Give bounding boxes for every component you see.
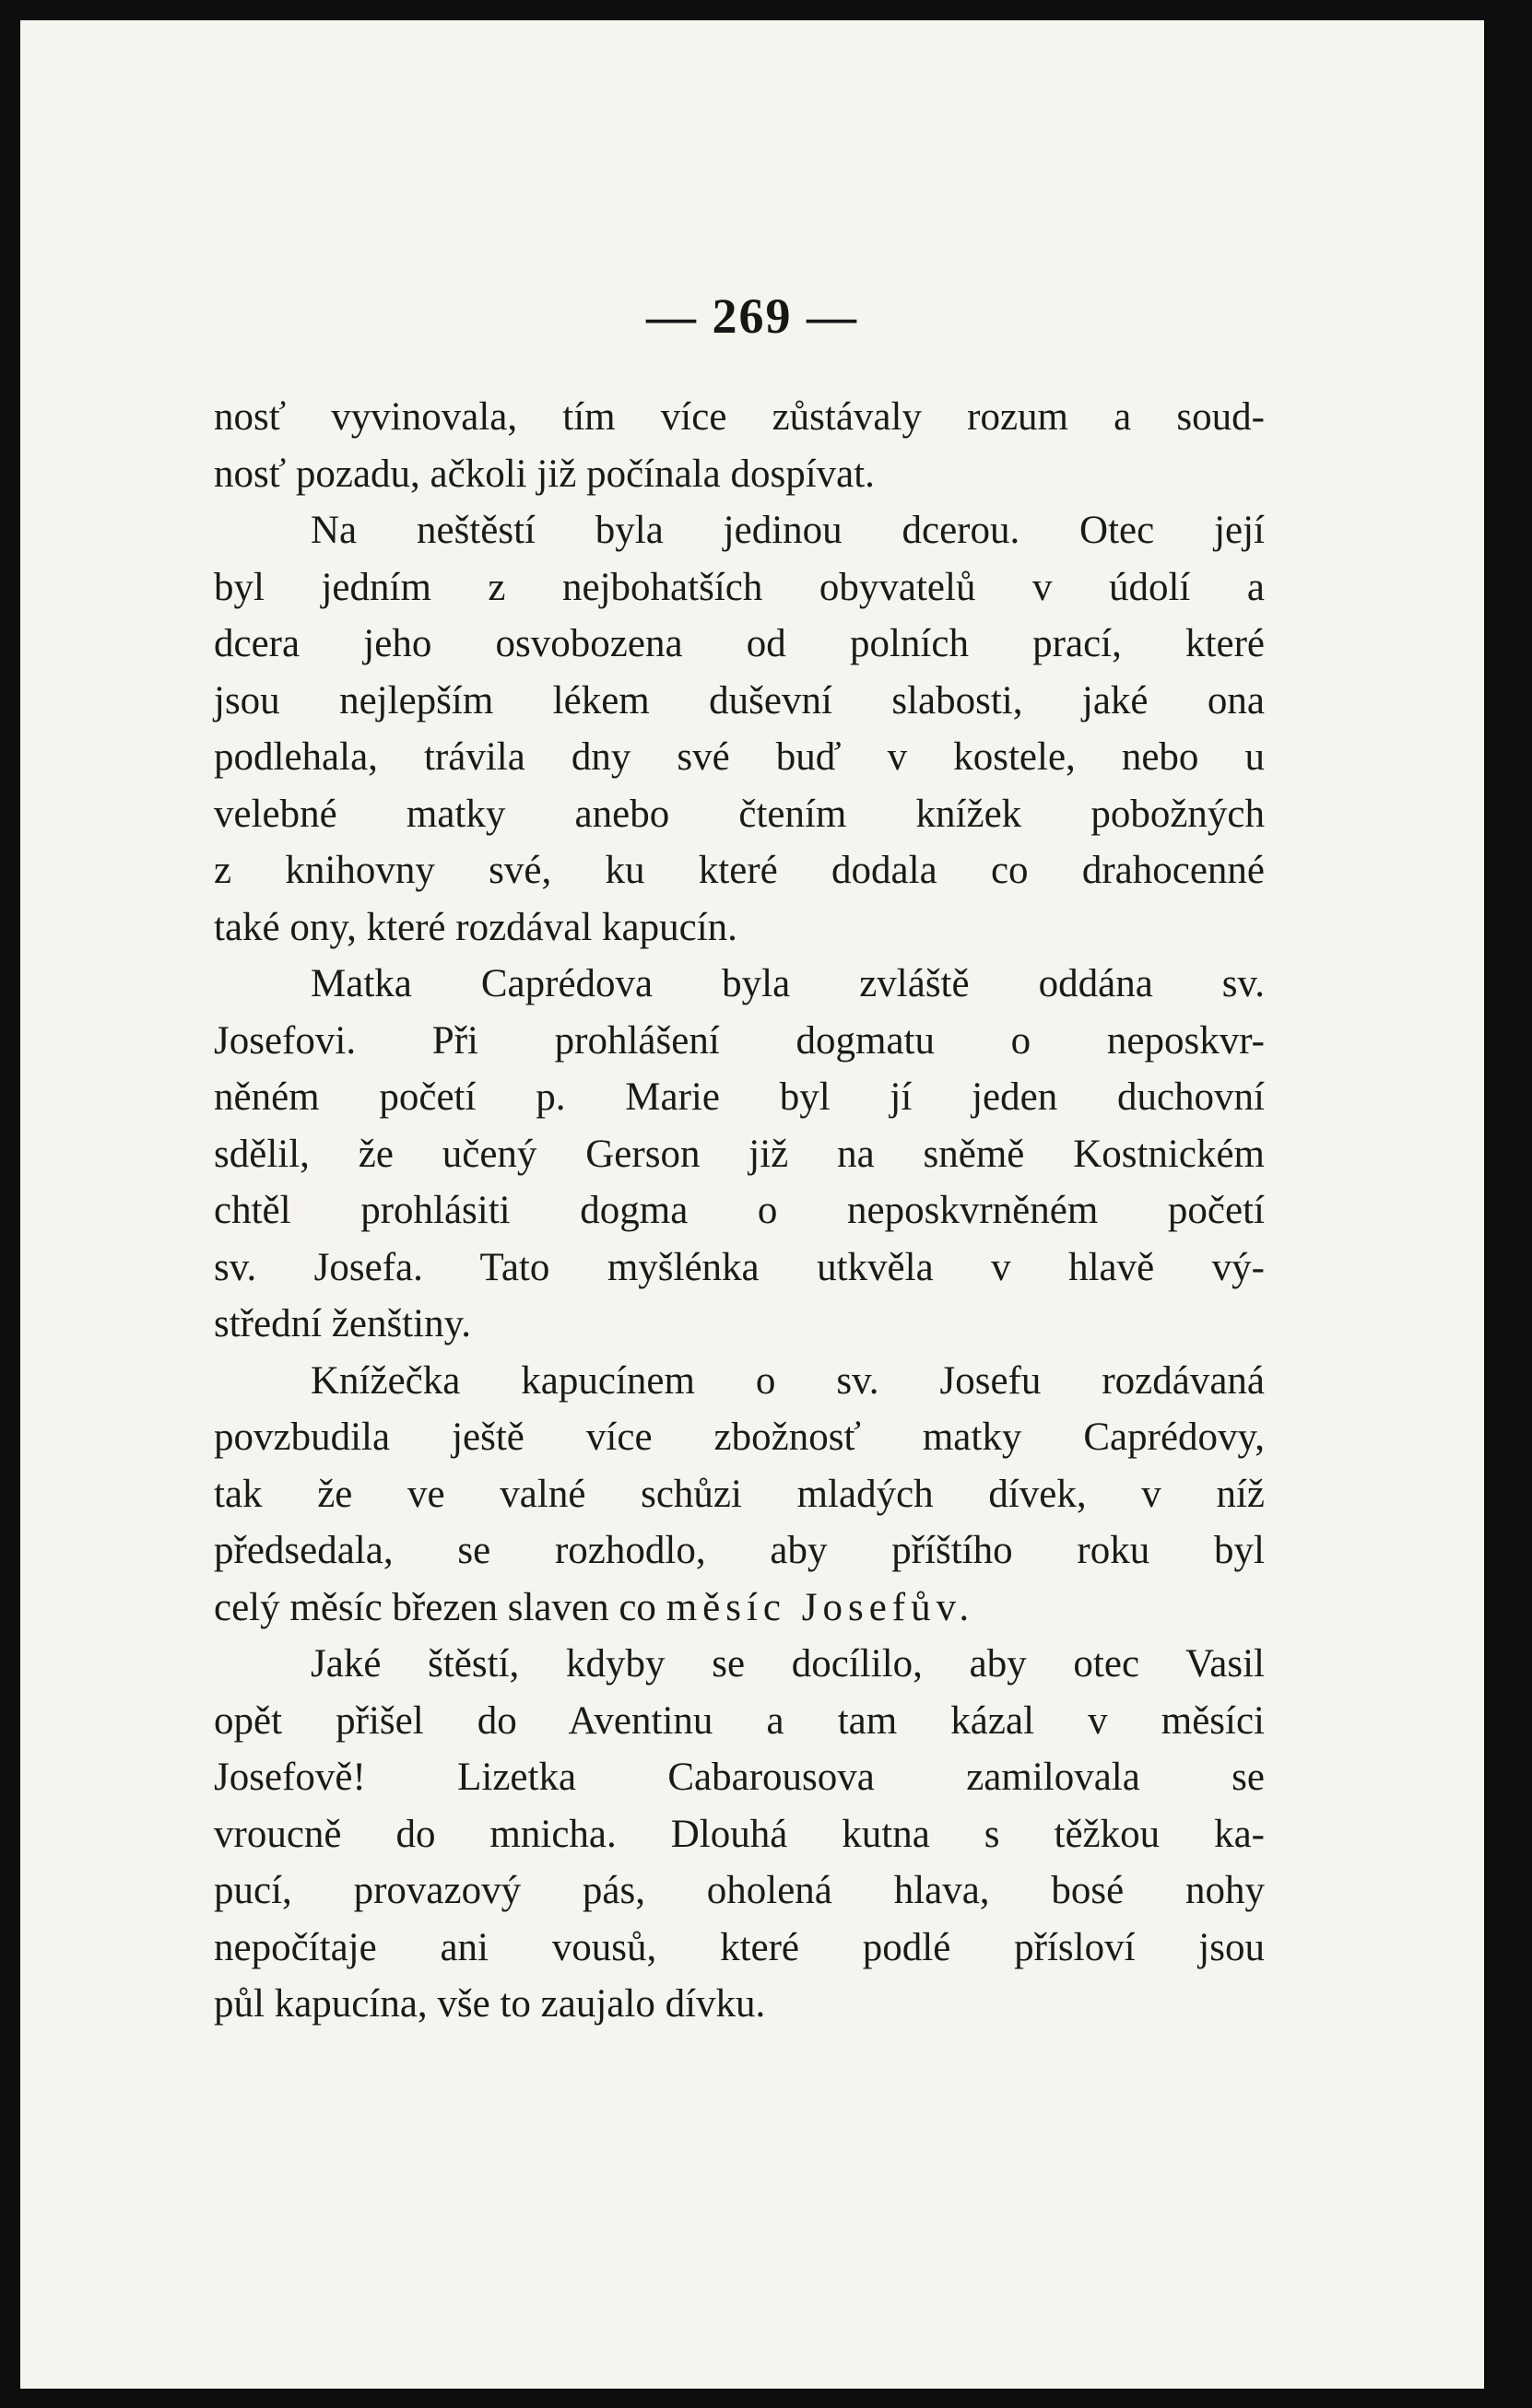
text-line: Josefově! Lizetka Cabarousova zamilovala se	[214, 1756, 1265, 1799]
text-line: dcera jeho osvobozena od polních prací, které	[214, 622, 1265, 665]
text-line: velebné matky anebo čtením knížek pobožných	[214, 792, 1265, 836]
text-line: pucí, provazový pás, oholená hlava, bosé nohy	[214, 1869, 1265, 1912]
text-line: nosť vyvinovala, tím více zůstávaly rozum a soud-	[214, 395, 1265, 439]
text-line: Jaké štěstí, kdyby se docílilo, aby otec Vasil	[311, 1642, 1265, 1686]
text-line: sv. Josefa. Tato myšlénka utkvěla v hlavě vý-	[214, 1245, 1265, 1289]
text-line: opět přišel do Aventinu a tam kázal v měsíci	[214, 1698, 1265, 1743]
text-line: podlehala, trávila dny své buď v kostele, nebo u	[214, 735, 1265, 779]
text-line: nosť pozadu, ačkoli již počínala dospívat.	[214, 452, 875, 496]
text-line: povzbudila ještě více zbožnosť matky Caprédovy,	[214, 1415, 1265, 1459]
text-line: jsou nejlepším lékem duševní slabosti, jaké ona	[214, 678, 1265, 722]
text-line: půl kapucína, vše to zaujalo dívku.	[214, 1982, 766, 2026]
text-line: byl jedním z nejbohatších obyvatelů v údolí a	[214, 565, 1265, 609]
text-line: Josefovi. Při prohlášení dogmatu o neposkvr-	[214, 1018, 1265, 1063]
text-line: něném početí p. Marie byl jí jeden duchovní	[214, 1075, 1265, 1119]
text-line: tak že ve valné schůzi mladých dívek, v níž	[214, 1472, 1265, 1516]
text-line: sdělil, že učený Gerson již na sněmě Kostnickém	[214, 1132, 1265, 1176]
text-line: také ony, které rozdával kapucín.	[214, 905, 737, 949]
text-line: nepočítaje ani vousů, které podlé přísloví jsou	[214, 1925, 1265, 1969]
text-segment: celý měsíc březen slaven co	[214, 1585, 656, 1629]
book-page	[20, 20, 1484, 2389]
spaced-phrase: měsíc Josefův.	[666, 1585, 975, 1629]
text-line: předsedala, se rozhodlo, aby příštího roku byl	[214, 1529, 1265, 1572]
text-line: Matka Caprédova byla zvláště oddána sv.	[311, 962, 1265, 1005]
text-line: Knížečka kapucínem o sv. Josefu rozdávaná	[311, 1358, 1265, 1403]
text-line-with-spaced-phrase	[214, 1580, 1265, 1637]
body-text	[214, 389, 1265, 2033]
text-line: z knihovny své, ku které dodala co drahocenné	[214, 849, 1265, 892]
text-line: Na neštěstí byla jedinou dcerou. Otec její	[311, 509, 1265, 552]
text-line: chtěl prohlásiti dogma o neposkvrněném početí	[214, 1189, 1265, 1232]
page-number: — 269 —	[646, 288, 858, 344]
text-line: vroucně do mnicha. Dlouhá kutna s těžkou ka-	[214, 1812, 1265, 1856]
text-line: střední ženštiny.	[214, 1302, 472, 1345]
